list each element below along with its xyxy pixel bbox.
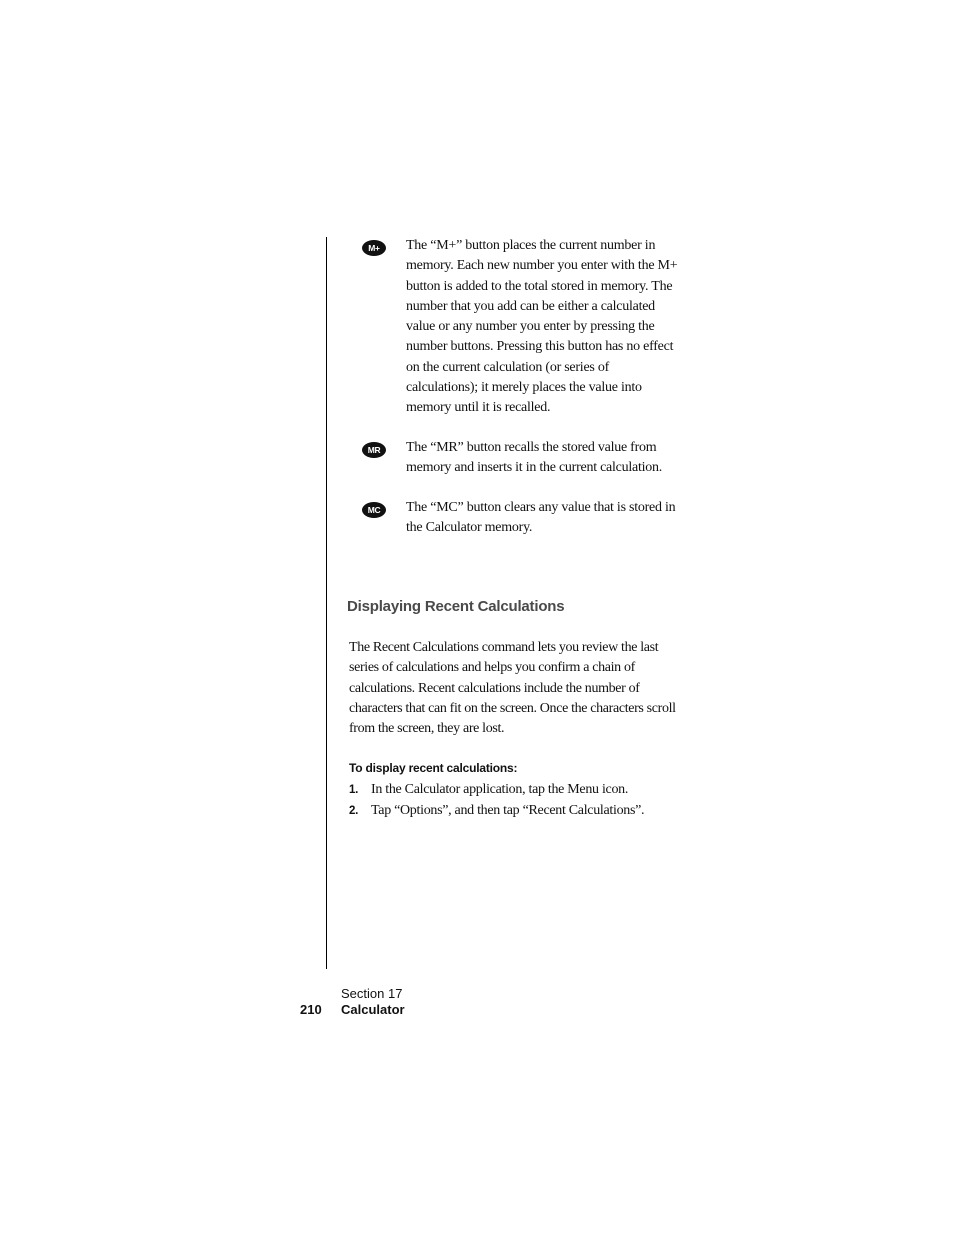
footer-chapter: Calculator bbox=[341, 1002, 405, 1017]
mc-text: The “MC” button clears any value that is stored in the Calculator memory. bbox=[406, 500, 676, 536]
margin-rule bbox=[326, 237, 327, 969]
footer-page-number: 210 bbox=[300, 1002, 322, 1017]
mr-text: The “MR” button recalls the stored value from memory and inserts it in the current calculation. bbox=[406, 440, 662, 476]
step-text: Tap “Options”, and then tap “Recent Calculations”. bbox=[371, 803, 645, 818]
footer-section-label: Section 17 bbox=[341, 986, 403, 1001]
section-paragraph: The Recent Calculations command lets you review the last series of calculations and helps you confirm a chain of calculations. Recent calculations include the number of characters that can fit on the screen. Once the characters scroll from the screen, they are lost. bbox=[349, 640, 676, 737]
m-plus-text: The “M+” button places the current number in memory. Each new number you enter with the M+ button is added to the total stored in memory. The number that you add can be either a calculated value or any number you enter by pressing the number buttons. Pressing this button has no effect on the current calculation (or series of calculations); it merely places the value into memory until it is recalled. bbox=[406, 238, 678, 416]
step-text: In the Calculator application, tap the Menu icon. bbox=[371, 782, 629, 797]
section-heading: Displaying Recent Calculations bbox=[347, 598, 565, 615]
mr-icon: MR bbox=[362, 442, 386, 458]
step-number: 2. bbox=[349, 805, 358, 817]
mc-icon: MC bbox=[362, 502, 386, 518]
step-number: 1. bbox=[349, 784, 358, 796]
m-plus-icon: M+ bbox=[362, 240, 386, 256]
procedure-title: To display recent calculations: bbox=[349, 761, 518, 775]
